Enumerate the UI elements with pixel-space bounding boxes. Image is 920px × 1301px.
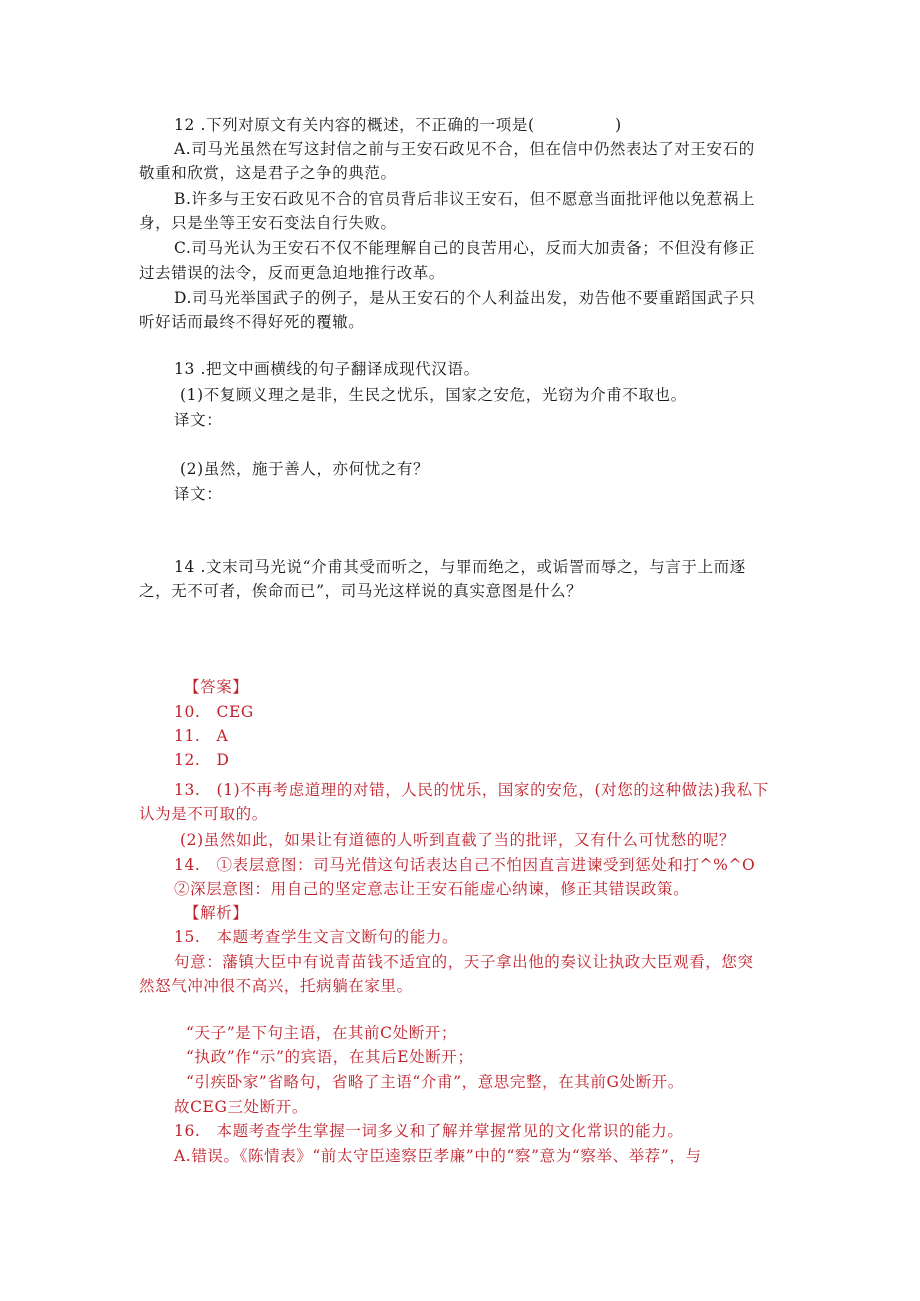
q12-option-d-cont: 听好话而最终不得好死的覆辙。 bbox=[139, 313, 365, 331]
analysis-15-conclusion: 故CEG三处断开。 bbox=[174, 1098, 308, 1116]
q13-sentence-2: (2)虽然，施于善人，亦何忧之有？ bbox=[180, 460, 430, 478]
answer-13-part-2: (2)虽然如此，如果让有道德的人听到直截了当的批评，又有什么可忧愁的呢？ bbox=[180, 831, 736, 849]
answer-12: 12. D bbox=[174, 751, 230, 769]
q13-translation-label-1: 译文： bbox=[174, 411, 223, 429]
analysis-15: 15. 本题考查学生文言文断句的能力。 bbox=[174, 928, 459, 946]
q12-option-c-cont: 过去错误的法令，反而更急迫地推行改革。 bbox=[139, 264, 445, 282]
analysis-15-point-e: “执政”作“示”的宾语，在其后E处断开； bbox=[186, 1048, 474, 1066]
analysis-16: 16. 本题考查学生掌握一词多义和了解并掌握常见的文化常识的能力。 bbox=[174, 1122, 684, 1140]
answer-11: 11. A bbox=[174, 727, 229, 745]
analysis-heading: 【解析】 bbox=[184, 904, 249, 922]
analysis-15-meaning: 句意：藩镇大臣中有说青苗钱不适宜的，天子拿出他的奏议让执政大臣观看，您突 bbox=[174, 953, 754, 971]
answer-14-surface: 14. ①表层意图：司马光借这句话表达自己不怕因直言进谏受到惩处和打^%^O bbox=[174, 856, 756, 874]
q12-option-b-cont: 身，只是坐等王安石变法自行失败。 bbox=[139, 214, 397, 232]
answer-13-part-1-cont: 认为是不可取的。 bbox=[139, 805, 268, 823]
q13-translation-label-2: 译文： bbox=[174, 485, 223, 503]
q13-sentence-1: (1)不复顾义理之是非，生民之忧乐，国家之安危，光窃为介甫不取也。 bbox=[180, 386, 687, 404]
analysis-15-meaning-cont: 然怒气冲冲很不高兴，托病躺在家里。 bbox=[139, 977, 413, 995]
q12-option-a: A.司马光虽然在写这封信之前与王安石政见不合，但在信中仍然表达了对王安石的 bbox=[174, 140, 755, 158]
q13-stem: 13 .把文中画横线的句子翻译成现代汉语。 bbox=[174, 360, 480, 378]
q14-stem: 14 .文末司马光说“介甫其受而听之，与罪而绝之，或诟詈而辱之，与言于上而逐 bbox=[174, 558, 746, 576]
analysis-15-point-g: “引疾卧家”省略句，省略了主语“介甫”，意思完整，在其前G处断开。 bbox=[186, 1073, 684, 1091]
q12-stem: 12 .下列对原文有关内容的概述，不正确的一项是( ) bbox=[174, 116, 622, 134]
q12-option-d: D.司马光举国武子的例子，是从王安石的个人利益出发，劝告他不要重蹈国武子只 bbox=[174, 289, 756, 307]
q12-option-a-cont: 敬重和欣赏，这是君子之争的典范。 bbox=[139, 164, 397, 182]
q12-option-b: B.许多与王安石政见不合的官员背后非议王安石，但不愿意当面批评他以免惹祸上 bbox=[174, 190, 756, 208]
q12-option-c: C.司马光认为王安石不仅不能理解自己的良苦用心，反而大加责备；不但没有修正 bbox=[174, 239, 755, 257]
analysis-16-option-a: A.错误。《陈情表》“前太守臣逵察臣孝廉”中的“察”意为“察举、举荐”，与 bbox=[174, 1147, 702, 1165]
answer-10: 10. CEG bbox=[174, 703, 254, 721]
answer-13-part-1: 13. (1)不再考虑道理的对错，人民的忧乐，国家的安危，(对您的这种做法)我私下 bbox=[174, 781, 769, 799]
answer-14-deep: ②深层意图：用自己的坚定意志让王安石能虚心纳谏，修正其错误政策。 bbox=[174, 880, 690, 898]
q14-stem-cont: 之，无不可者，俟命而已”，司马光这样说的真实意图是什么？ bbox=[139, 582, 583, 600]
analysis-15-point-c: “天子”是下句主语，在其前C处断开； bbox=[186, 1024, 458, 1042]
answer-heading: 【答案】 bbox=[184, 678, 249, 696]
